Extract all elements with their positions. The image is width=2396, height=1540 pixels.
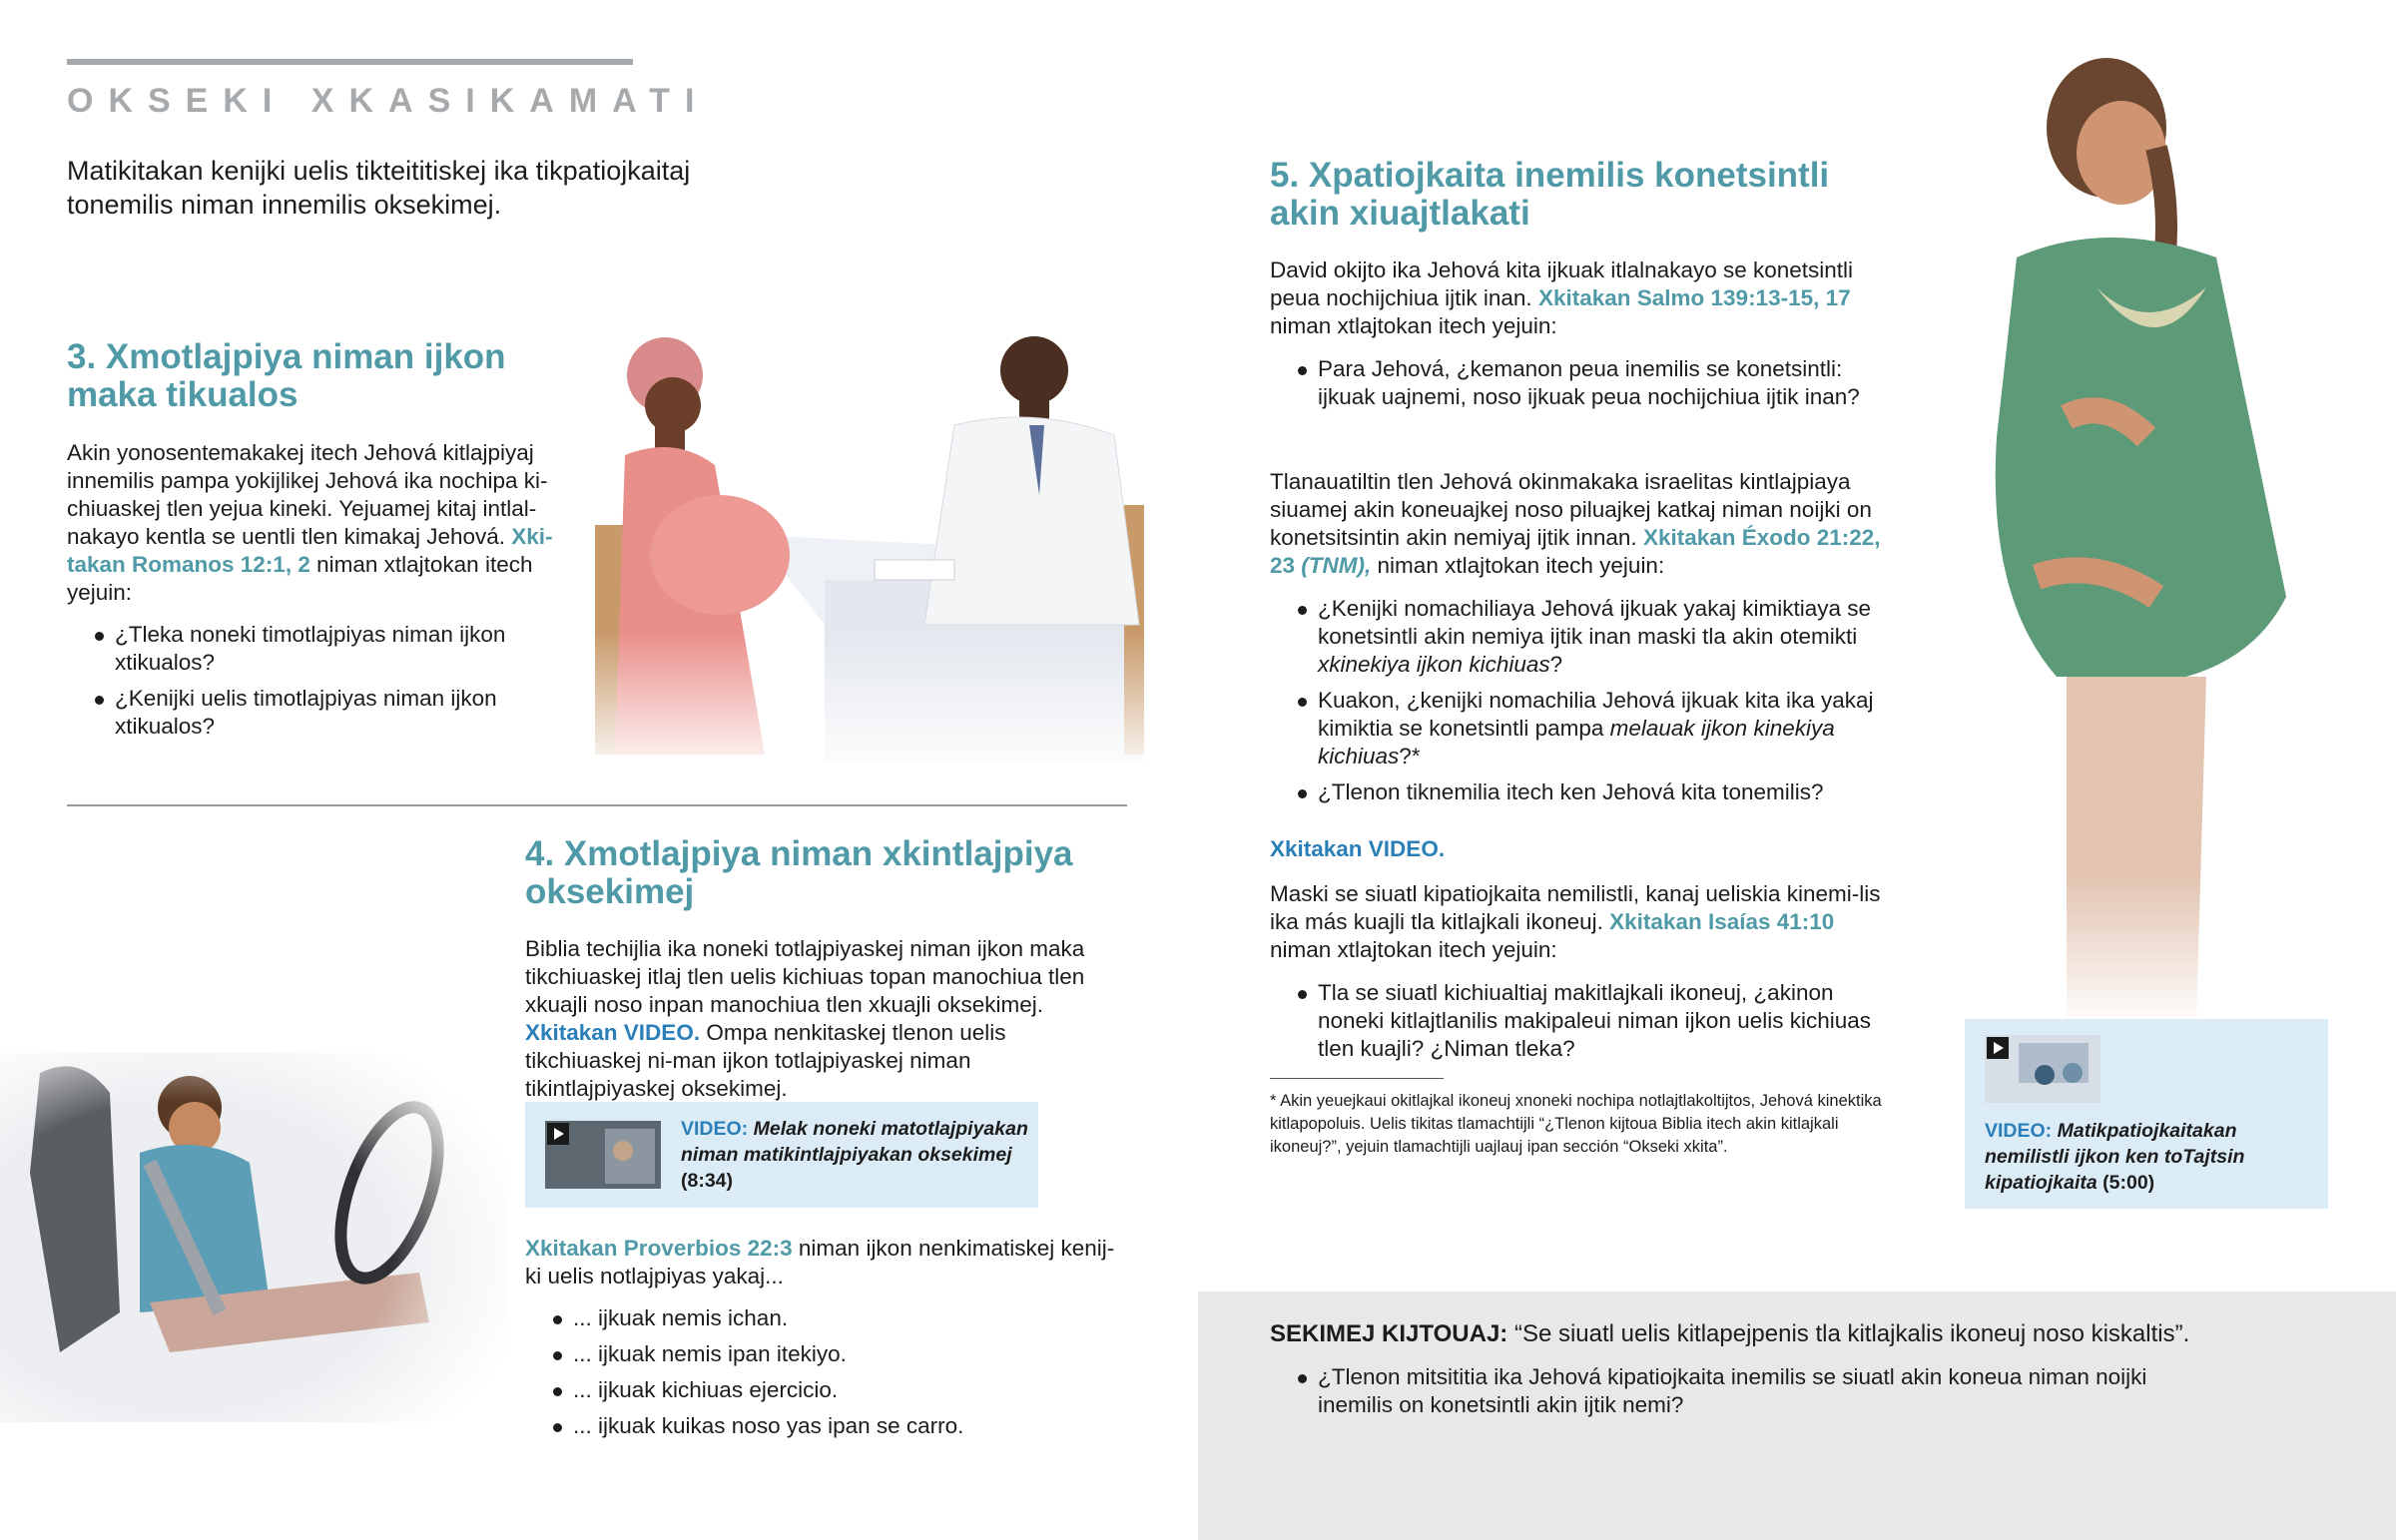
video-prefix: VIDEO: bbox=[1985, 1120, 2053, 1142]
bullet-emphasis: melauak ijkon kinekiya kichiuas bbox=[1318, 716, 1835, 769]
section4-text-post: Ompa nenkitaskej tlenon uelis tikchiuaskej ni-man ijkon totlajpiyaskej niman tikintlajpiyaskej oksekimej. bbox=[525, 1020, 1006, 1101]
video-prefix: VIDEO: bbox=[681, 1118, 749, 1140]
section-divider bbox=[67, 804, 1127, 806]
review-quote: “Se siuatl uelis kitlapejpenis tla kitlajkalis ikoneuj noso kiskaltis”. bbox=[1513, 1320, 2190, 1347]
section4-heading: 4. Xmotlajpiya niman xkintlajpiya oksekimej bbox=[525, 834, 1073, 911]
video-duration: (5:00) bbox=[2102, 1172, 2155, 1194]
bullet-text: ¿Tlenon tiknemilia itech ken Jehová kita tonemilis? bbox=[1318, 779, 1824, 804]
review-statement bbox=[1270, 1319, 2368, 1349]
section5-list-2 bbox=[1270, 595, 1889, 814]
section5-paragraph-1 bbox=[1270, 257, 1889, 340]
footnote-ref: ?* bbox=[1399, 744, 1421, 769]
section4-paragraph bbox=[525, 935, 1124, 1103]
section3-text: Akin yonosentemakakej itech Jehová kitlajpiyaj innemilis pampa yokijlikej Jehová ika nochipa ki-chiuaskej tlen yejua kineki. Yejuamej kitaj intlal-nakayo kentla se uentli tlen kimakaj Jehová. bbox=[67, 440, 548, 549]
pregnant-woman-illustration bbox=[1957, 38, 2326, 1021]
bullet-text: ¿Kenijki nomachiliaya Jehová ijkuak yakaj kimiktiaya se konetsintli akin nemiya ijtik inan maski tla akin otemikti bbox=[1318, 596, 1871, 649]
list-item bbox=[1270, 778, 1889, 806]
list-item: ... ijkuak kuikas noso yas ipan se carro. bbox=[525, 1412, 1124, 1440]
list-item bbox=[1270, 687, 1889, 770]
video-card-life[interactable] bbox=[1965, 1019, 2328, 1209]
section3-scripture-link[interactable]: Xki-takan Romanos 12:1, 2 bbox=[67, 524, 553, 577]
video-title: Matikpatiojkaitakan nemilistli ijkon ken toTajtsin kipatiojkaita bbox=[1985, 1120, 2245, 1194]
section5-video-link[interactable]: Xkitakan VIDEO. bbox=[1270, 836, 1446, 861]
seatbelt-driver-illustration bbox=[0, 1053, 509, 1422]
section4-text: Biblia techijlia ika noneki totlajpiyaskej niman ijkon maka tikchiuaskej itlaj tlen uelis kichiuas topan manochiua tlen xkuajli noso inpan manochiua tlen xkuajli oksekimej. bbox=[525, 936, 1085, 1017]
exodus-link[interactable]: Xkitakan Éxodo 21:22, 23 bbox=[1270, 525, 1881, 578]
section4-video-link[interactable]: Xkitakan VIDEO. bbox=[525, 1020, 701, 1045]
section5-list-1 bbox=[1270, 355, 1889, 419]
bullet-emphasis: xkinekiya ijkon kichiuas bbox=[1318, 652, 1550, 677]
footnote: * Akin yeuejkaui okitlajkal ikoneuj xnoneki nochipa notlajtlakoltijtos, Jehová kinektika kitlapopoluis. Uelis tikitas tlamachtijli “¿Tlenon kijtoua Biblia itech akin kitlajkali ikoneuj?”, yejuin tlamachtijli uajlauj ipan sección “Okseki xkita”. bbox=[1270, 1092, 1882, 1156]
list-item: Para Jehová, ¿kemanon peua inemilis se konetsintli: ijkuak uajnemi, noso ijkuak peua nochijchiua ijtik inan? bbox=[1270, 355, 1889, 411]
section5-text-1-post: niman xtlajtokan itech yejuin: bbox=[1270, 313, 1557, 338]
psalm-link[interactable]: Xkitakan Salmo 139:13-15, 17 bbox=[1537, 285, 1851, 310]
review-label: SEKIMEJ KIJTOUAJ: bbox=[1270, 1320, 1508, 1347]
section4-read-text: niman ijkon nenkimatiskej kenij-ki uelis notlajpiyas yakaj... bbox=[525, 1236, 1115, 1288]
list-item: ... ijkuak nemis ipan itekiyo. bbox=[525, 1340, 1124, 1368]
intro-text: Matikitakan kenijki uelis tikteititiskej ika tikpatiojkaitaj tonemilis niman innemilis oksekimej. bbox=[67, 156, 691, 220]
list-item bbox=[1270, 595, 1889, 679]
proverbs-link[interactable]: Xkitakan Proverbios 22:3 bbox=[525, 1236, 793, 1261]
section5-paragraph-3 bbox=[1270, 880, 1889, 964]
list-item: ¿Tlenon mitsititia ika Jehová kipatiojkaita inemilis se siuatl akin koneua niman noijki inemilis on konetsintli akin ijtik nemi? bbox=[1270, 1363, 2148, 1419]
video-duration: (8:34) bbox=[681, 1170, 734, 1192]
list-item: ... ijkuak kichiuas ejercicio. bbox=[525, 1376, 1124, 1404]
video-title: Melak noneki matotlajpiyakan niman matikintlajpiyakan oksekimej bbox=[681, 1118, 1028, 1166]
section5-text-3: Maski se siuatl kipatiojkaita nemilistli, kanaj ueliskia kinemi-lis ika más kuajli tla kitlajkali ikoneuj. bbox=[1270, 881, 1881, 934]
section5-paragraph-2 bbox=[1270, 468, 1889, 580]
section3-text-post: niman xtlajtokan itech yejuin: bbox=[67, 552, 533, 605]
video-label[interactable] bbox=[681, 1116, 1030, 1194]
bullet-end: ? bbox=[1549, 652, 1563, 677]
video-thumbnail[interactable] bbox=[545, 1121, 661, 1189]
exodus-link-tnm[interactable]: (TNM), bbox=[1301, 553, 1372, 578]
doctor-consultation-illustration bbox=[595, 325, 1154, 763]
list-item: ¿Kenijki uelis timotlajpiyas niman ijkon xtikualos? bbox=[67, 685, 586, 741]
list-item: ¿Tleka noneki timotlajpiyas niman ijkon xtikualos? bbox=[67, 621, 586, 677]
section3-paragraph bbox=[67, 439, 566, 607]
section5-list-3 bbox=[1270, 979, 1889, 1071]
section5-text-1: David okijto ika Jehová kita ijkuak itlalnakayo se konetsintli peua nochijchiua ijtik inan. bbox=[1270, 257, 1854, 310]
list-item: Tla se siuatl kichiualtiaj makitlajkali ikoneuj, ¿akinon noneki kitlajtlanilis makipaleui niman ijkon uelis kichiuas tlen kuajli? ¿Niman tleka? bbox=[1270, 979, 1889, 1063]
section5-text-2-post: niman xtlajtokan itech yejuin: bbox=[1377, 553, 1665, 578]
section3-questions bbox=[67, 621, 586, 749]
section5-text-2: Tlanauatiltin tlen Jehová okinmakaka israelitas kintlajpiaya siuamej akin koneuajkej noso piluajkej katkaj niman noijki on konetsitsintin akin nemiyaj ijtik innan. bbox=[1270, 469, 1872, 550]
section-title: OKSEKI XKASIKAMATI bbox=[67, 82, 710, 120]
section4-list bbox=[525, 1304, 1124, 1448]
video-thumbnail[interactable] bbox=[1985, 1035, 2100, 1103]
header-rule bbox=[67, 59, 633, 65]
section3-heading: 3. Xmotlajpiya niman ijkon maka tikualos bbox=[67, 337, 506, 414]
section4-read-paragraph bbox=[525, 1235, 1124, 1290]
video-label[interactable] bbox=[1985, 1118, 2314, 1196]
section5-text-3-post: niman xtlajtokan itech yejuin: bbox=[1270, 937, 1557, 962]
list-item: ... ijkuak nemis ichan. bbox=[525, 1304, 1124, 1332]
section5-heading: 5. Xpatiojkaita inemilis konetsintli akin xiuajtlakati bbox=[1270, 156, 1830, 233]
review-list bbox=[1270, 1363, 2148, 1427]
video-card-protect[interactable] bbox=[525, 1102, 1038, 1208]
footnote-rule bbox=[1270, 1078, 1444, 1079]
bullet-text: Kuakon, ¿kenijki nomachilia Jehová ijkuak kita ika yakaj kimiktia se konetsintli pampa bbox=[1318, 688, 1874, 741]
isaiah-link[interactable]: Xkitakan Isaías 41:10 bbox=[1609, 909, 1835, 934]
